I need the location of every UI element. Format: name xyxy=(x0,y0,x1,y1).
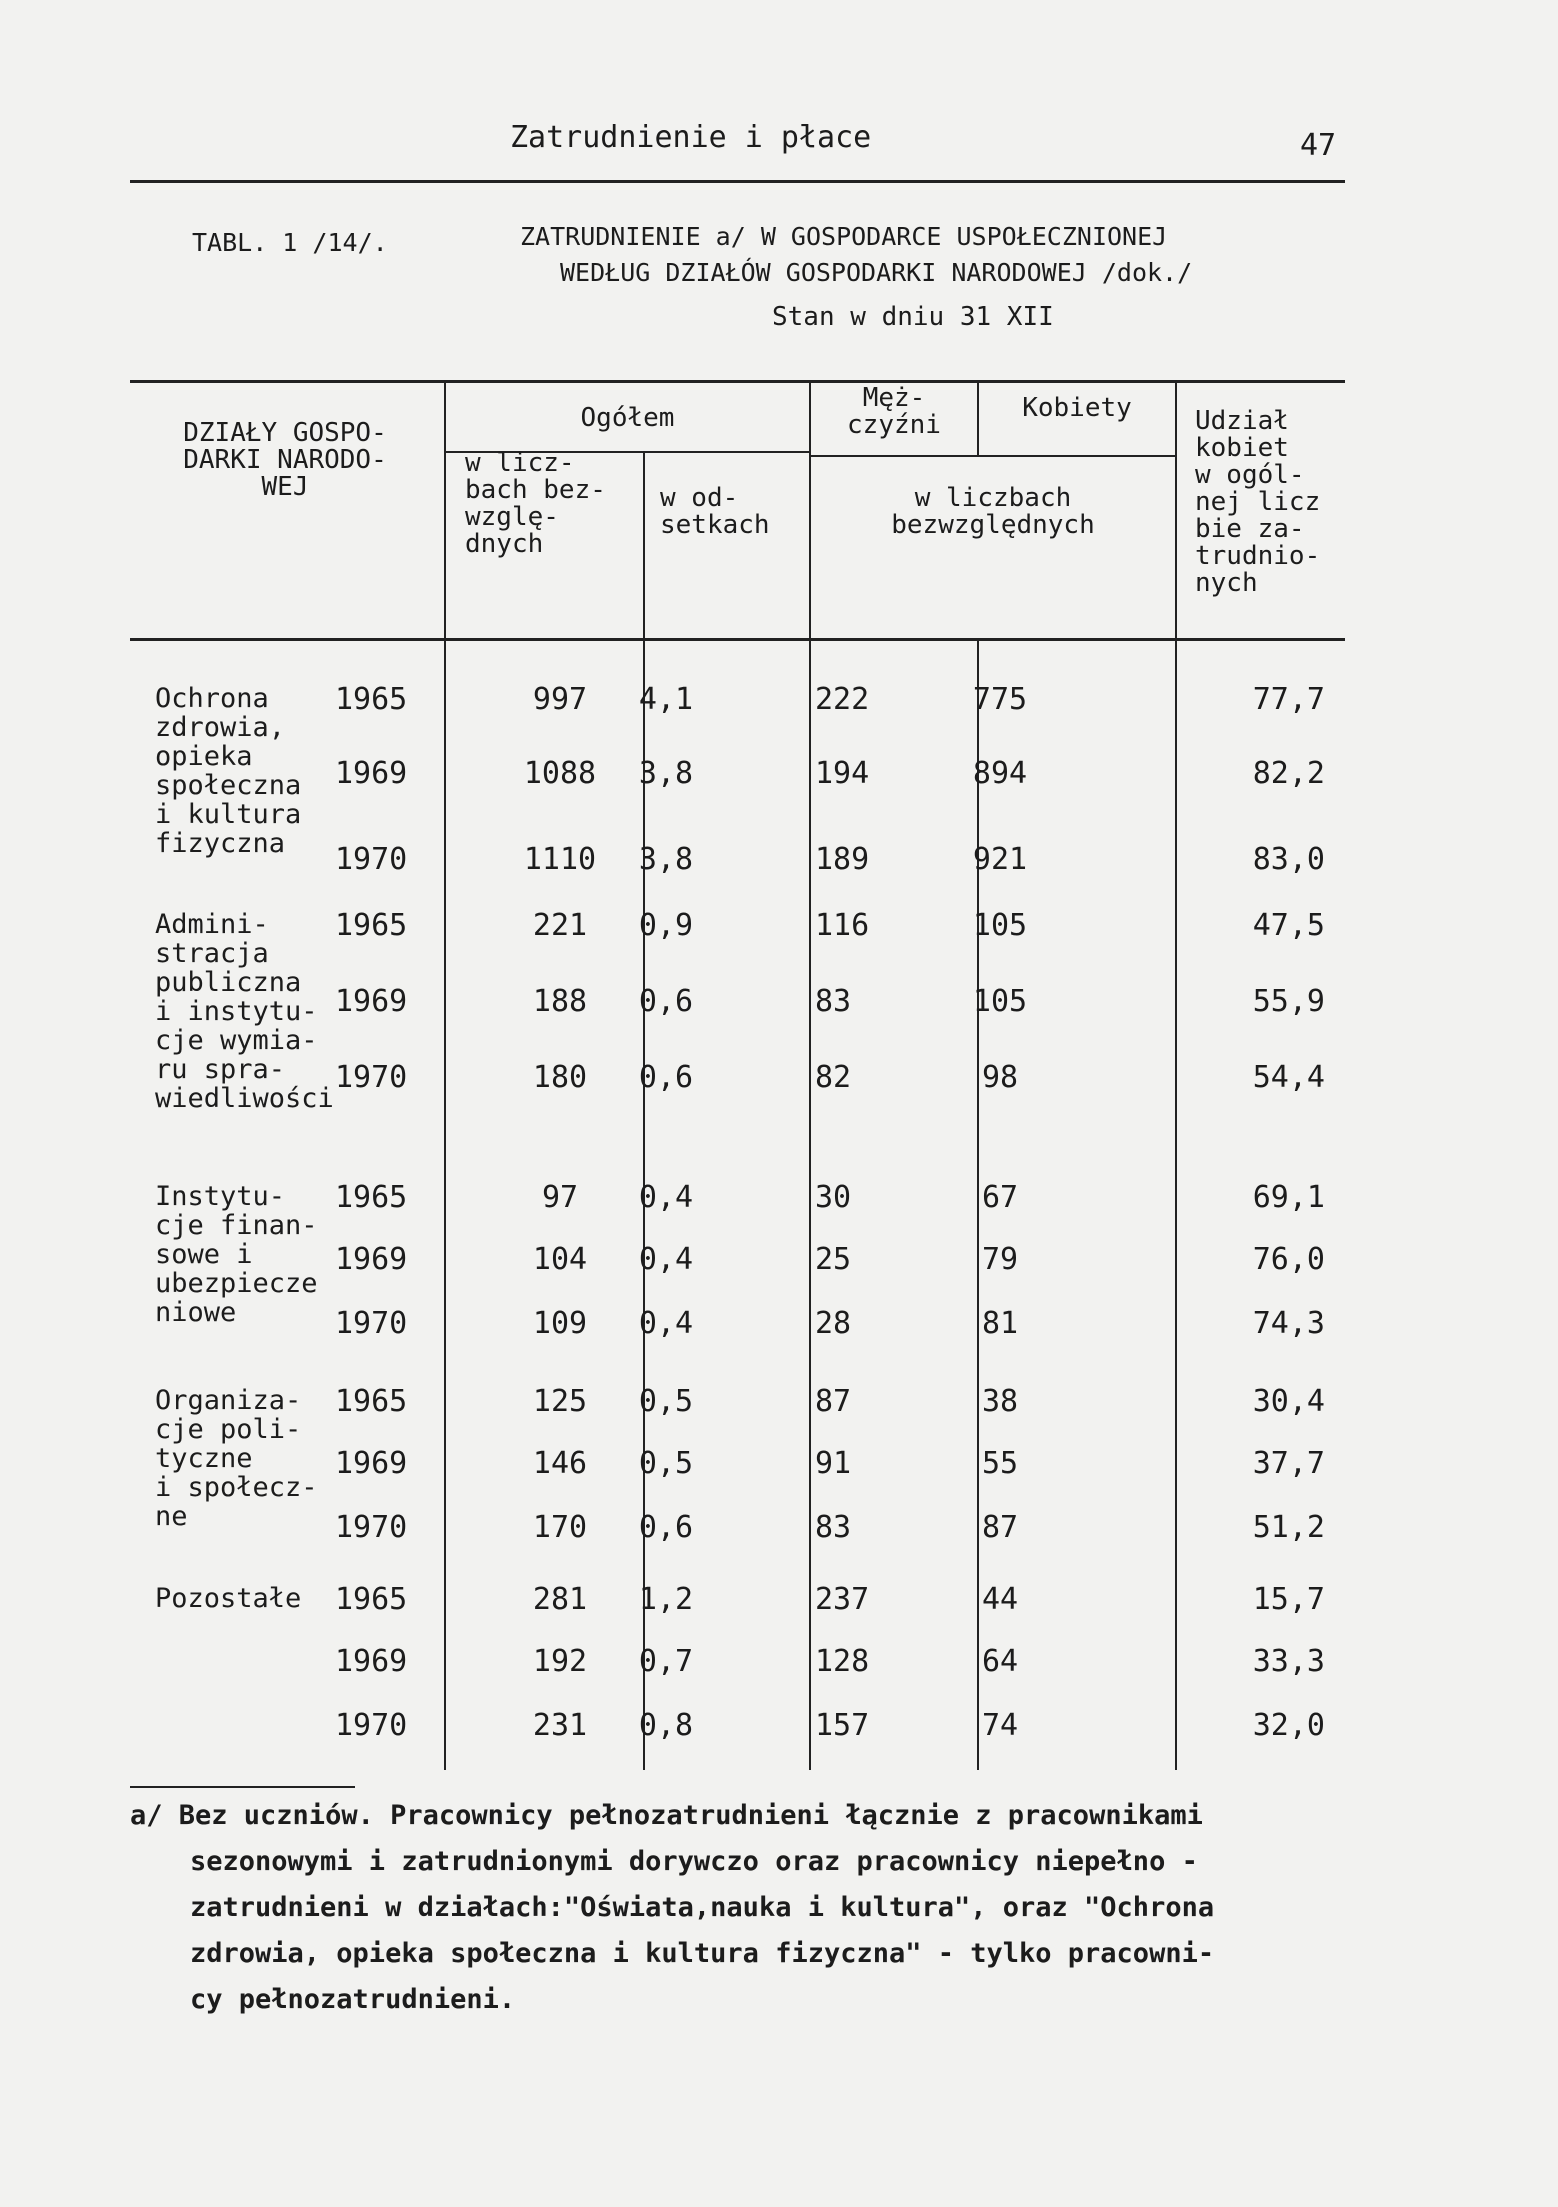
group-label: Instytu- cje finan- sowe i ubezpiecze niowe xyxy=(155,1181,318,1328)
group-label: Admini- stracja publiczna i instytu- cje wymia- ru spra- wiedliwości xyxy=(155,909,334,1114)
table-cell: 82,2 xyxy=(1252,756,1325,791)
table-cell: 64 xyxy=(981,1644,1019,1679)
table-cell: 79 xyxy=(981,1242,1019,1277)
table-cell: 281 xyxy=(532,1582,588,1617)
footnote-line: zdrowia, opieka społeczna i kultura fizyczna" - tylko pracowni- xyxy=(190,1938,1215,1969)
table-cell: 4,1 xyxy=(638,682,694,717)
footnote-line: zatrudnieni w działach:"Oświata,nauka i kultura", oraz "Ochrona xyxy=(190,1892,1215,1923)
table-title-line2: WEDŁUG DZIAŁÓW GOSPODARKI NARODOWEJ /dok./ xyxy=(560,258,1193,287)
table-cell: 0,5 xyxy=(638,1384,694,1419)
table-cell: 67 xyxy=(981,1180,1019,1215)
year-cell: 1970 xyxy=(335,1510,408,1545)
header-udzial: Udział kobiet w ogól- nej licz bie za- trudnio- nych xyxy=(1195,406,1321,598)
footnote-rule xyxy=(130,1786,355,1788)
table-title-line1: ZATRUDNIENIE a/ W GOSPODARCE USPOŁECZNIONEJ xyxy=(520,222,1168,251)
table-cell: 0,4 xyxy=(638,1242,694,1277)
group-label: Pozostałe xyxy=(155,1583,302,1614)
table-cell: 104 xyxy=(532,1242,588,1277)
table-cell: 47,5 xyxy=(1252,908,1325,943)
table-cell: 997 xyxy=(532,682,588,717)
table-cell: 0,8 xyxy=(638,1708,694,1743)
table-cell: 74,3 xyxy=(1252,1306,1325,1341)
table-cell: 55,9 xyxy=(1252,984,1325,1019)
table-cell: 3,8 xyxy=(638,756,694,791)
year-cell: 1969 xyxy=(335,1446,408,1481)
table-cell: 0,4 xyxy=(638,1306,694,1341)
table-cell: 54,4 xyxy=(1252,1060,1325,1095)
group-label: Organiza- cje poli- tyczne i społecz- ne xyxy=(155,1385,318,1532)
table-cell: 44 xyxy=(981,1582,1019,1617)
table-cell: 15,7 xyxy=(1252,1582,1325,1617)
table-cell: 55 xyxy=(981,1446,1019,1481)
table-cell: 0,5 xyxy=(638,1446,694,1481)
table-cell: 0,4 xyxy=(638,1180,694,1215)
header-w-odsetkach: w od- setkach xyxy=(660,483,770,540)
table-cell: 1,2 xyxy=(638,1582,694,1617)
table-cell: 51,2 xyxy=(1252,1510,1325,1545)
footnote-line: cy pełnozatrudnieni. xyxy=(190,1984,516,2015)
table-cell: 105 xyxy=(972,984,1028,1019)
table-cell: 188 xyxy=(532,984,588,1019)
table-cell: 0,7 xyxy=(638,1644,694,1679)
year-cell: 1965 xyxy=(335,682,408,717)
table-cell: 0,9 xyxy=(638,908,694,943)
year-cell: 1965 xyxy=(335,908,408,943)
table-cell: 192 xyxy=(532,1644,588,1679)
table-cell: 74 xyxy=(981,1708,1019,1743)
year-cell: 1965 xyxy=(335,1384,408,1419)
table-cell: 222 xyxy=(815,682,870,717)
table-cell: 37,7 xyxy=(1252,1446,1325,1481)
table-cell: 28 xyxy=(815,1306,852,1341)
table-cell: 1088 xyxy=(523,756,597,791)
year-cell: 1965 xyxy=(335,1180,408,1215)
table-cell: 83,0 xyxy=(1252,842,1325,877)
year-cell: 1970 xyxy=(335,842,408,877)
running-header: Zatrudnienie i płace xyxy=(510,120,872,155)
year-cell: 1970 xyxy=(335,1306,408,1341)
table-cell: 146 xyxy=(532,1446,588,1481)
header-kobiety: Kobiety xyxy=(1022,393,1132,423)
table-top-rule xyxy=(130,380,1345,383)
table-cell: 231 xyxy=(532,1708,588,1743)
year-cell: 1969 xyxy=(335,1644,408,1679)
year-cell: 1969 xyxy=(335,756,408,791)
table-cell: 0,6 xyxy=(638,984,694,1019)
table-cell: 38 xyxy=(981,1384,1019,1419)
table-cell: 81 xyxy=(981,1306,1019,1341)
table-cell: 91 xyxy=(815,1446,852,1481)
table-cell: 30,4 xyxy=(1252,1384,1325,1419)
table-cell: 87 xyxy=(981,1510,1019,1545)
table-cell: 194 xyxy=(815,756,870,791)
header-ogolem: Ogółem xyxy=(580,403,675,433)
table-cell: 25 xyxy=(815,1242,852,1277)
table-cell: 921 xyxy=(972,842,1028,877)
table-cell: 98 xyxy=(981,1060,1019,1095)
table-cell: 76,0 xyxy=(1252,1242,1325,1277)
table-cell: 83 xyxy=(815,1510,852,1545)
header-w-liczbach-bezwzglednych: w liczbach bezwzględnych xyxy=(891,483,1095,540)
header-rule xyxy=(130,180,1345,183)
year-cell: 1970 xyxy=(335,1708,408,1743)
table-cell: 33,3 xyxy=(1252,1644,1325,1679)
col-rule-1 xyxy=(444,380,446,1770)
table-cell: 77,7 xyxy=(1252,682,1325,717)
year-cell: 1970 xyxy=(335,1060,408,1095)
table-subtitle: Stan w dniu 31 XII xyxy=(772,302,1054,332)
table-cell: 32,0 xyxy=(1252,1708,1325,1743)
header-dzialy: DZIAŁY GOSPO- DARKI NARODO- WEJ xyxy=(183,418,387,502)
col-rule-2 xyxy=(643,453,645,1770)
table-cell: 0,6 xyxy=(638,1060,694,1095)
table-cell: 82 xyxy=(815,1060,852,1095)
table-cell: 125 xyxy=(532,1384,588,1419)
year-cell: 1969 xyxy=(335,984,408,1019)
table-cell: 109 xyxy=(532,1306,588,1341)
table-cell: 170 xyxy=(532,1510,588,1545)
table-cell: 69,1 xyxy=(1252,1180,1325,1215)
page-number: 47 xyxy=(1300,128,1337,163)
table-cell: 87 xyxy=(815,1384,852,1419)
col-rule-3 xyxy=(809,380,811,1770)
year-cell: 1969 xyxy=(335,1242,408,1277)
header-mezczyzni: Męż- czyźni xyxy=(847,383,941,440)
table-cell: 221 xyxy=(532,908,588,943)
group-label: Ochrona zdrowia, opieka społeczna i kultura fizyczna xyxy=(155,683,302,859)
table-cell: 894 xyxy=(972,756,1028,791)
table-cell: 116 xyxy=(815,908,870,943)
table-cell: 105 xyxy=(972,908,1028,943)
col-rule-5 xyxy=(1175,380,1177,1770)
table-cell: 237 xyxy=(815,1582,870,1617)
header-w-liczbach-bez: w licz- bach bez- wzglę- dnych xyxy=(465,448,606,559)
table-cell: 30 xyxy=(815,1180,852,1215)
footnote-line: sezonowymi i zatrudnionymi dorywczo oraz pracownicy niepełno - xyxy=(190,1846,1198,1877)
year-cell: 1965 xyxy=(335,1582,408,1617)
header-sub-rule-right xyxy=(810,455,1175,457)
table-cell: 180 xyxy=(532,1060,588,1095)
table-cell: 83 xyxy=(815,984,852,1019)
table-cell: 128 xyxy=(815,1644,870,1679)
table-cell: 157 xyxy=(815,1708,870,1743)
table-cell: 3,8 xyxy=(638,842,694,877)
header-bottom-rule xyxy=(130,638,1345,641)
table-cell: 189 xyxy=(815,842,870,877)
table-cell: 1110 xyxy=(523,842,597,877)
footnote-line: a/ Bez uczniów. Pracownicy pełnozatrudnieni łącznie z pracownikami xyxy=(130,1800,1203,1831)
table-cell: 0,6 xyxy=(638,1510,694,1545)
table-cell: 775 xyxy=(972,682,1028,717)
table-cell: 97 xyxy=(541,1180,579,1215)
table-label: TABL. 1 /14/. xyxy=(192,228,388,257)
